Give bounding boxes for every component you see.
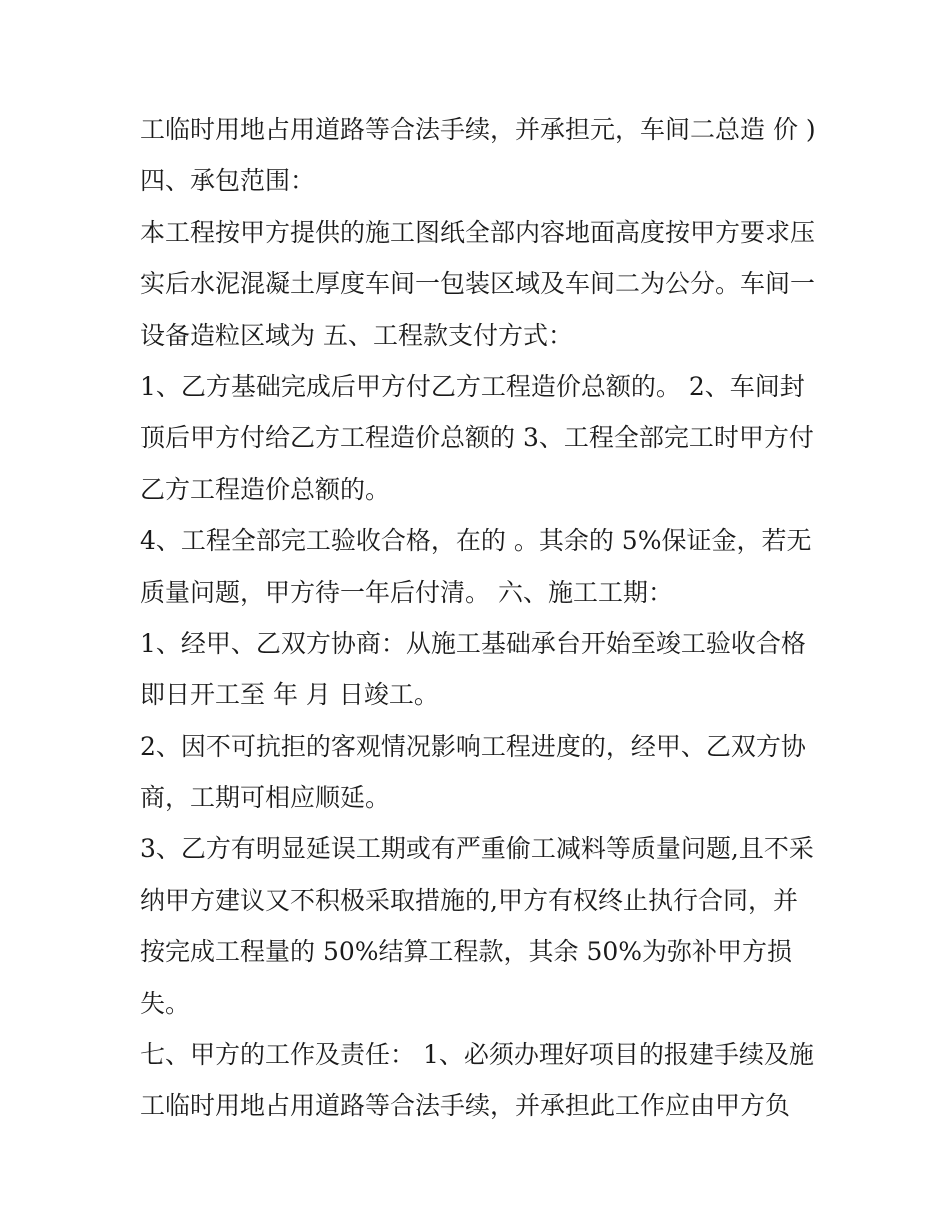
text-line: 本工程按甲方提供的施工图纸全部内容地面高度按甲方要求压 <box>140 217 816 247</box>
text-line: 七、甲方的工作及责任： 1、必须办理好项目的报建手续及施 <box>140 1040 814 1070</box>
text-line: 失。 <box>140 988 191 1018</box>
text-line: 工临时用地占用道路等合法手续，并承担此工作应由甲方负 <box>140 1091 791 1121</box>
text-line: 即日开工至 年 月 日竣工。 <box>140 680 439 710</box>
contract-text <box>140 104 820 1132</box>
text-line: 按完成工程量的 50%结算工程款，其余 50%为弥补甲方损 <box>140 937 793 967</box>
text-line: 乙方工程造价总额的。 <box>140 474 391 504</box>
text-line: 实后水泥混凝土厚度车间一包装区域及车间二为公分。车间一 <box>140 269 816 299</box>
text-line: 1、乙方基础完成后甲方付乙方工程造价总额的。 2、车间封 <box>140 371 805 401</box>
text-line: 工临时用地占用道路等合法手续，并承担元，车间二总造 价 ) <box>140 115 816 144</box>
text-line: 商，工期可相应顺延。 <box>140 783 391 813</box>
text-line: 质量问题，甲方待一年后付清。 六、施工工期： <box>140 577 673 607</box>
text-line: 3、乙方有明显延误工期或有严重偷工减料等质量问题,且不采 <box>140 834 814 864</box>
section-heading: 四、承包范围： <box>140 166 316 196</box>
text-line: 4、工程全部完工验收合格，在的 。其余的 5%保证金，若无 <box>140 526 812 556</box>
text-line: 顶后甲方付给乙方工程造价总额的 3、工程全部完工时甲方付 <box>140 423 814 453</box>
text-line: 纳甲方建议又不积极采取措施的,甲方有权终止执行合同，并 <box>140 885 798 915</box>
text-line: 2、因不可抗拒的客观情况影响工程进度的，经甲、乙双方协 <box>140 731 806 761</box>
text-line: 1、经甲、乙双方协商：从施工基础承台开始至竣工验收合格 <box>140 628 806 658</box>
text-line: 设备造粒区域为 五、工程款支付方式： <box>140 320 573 350</box>
